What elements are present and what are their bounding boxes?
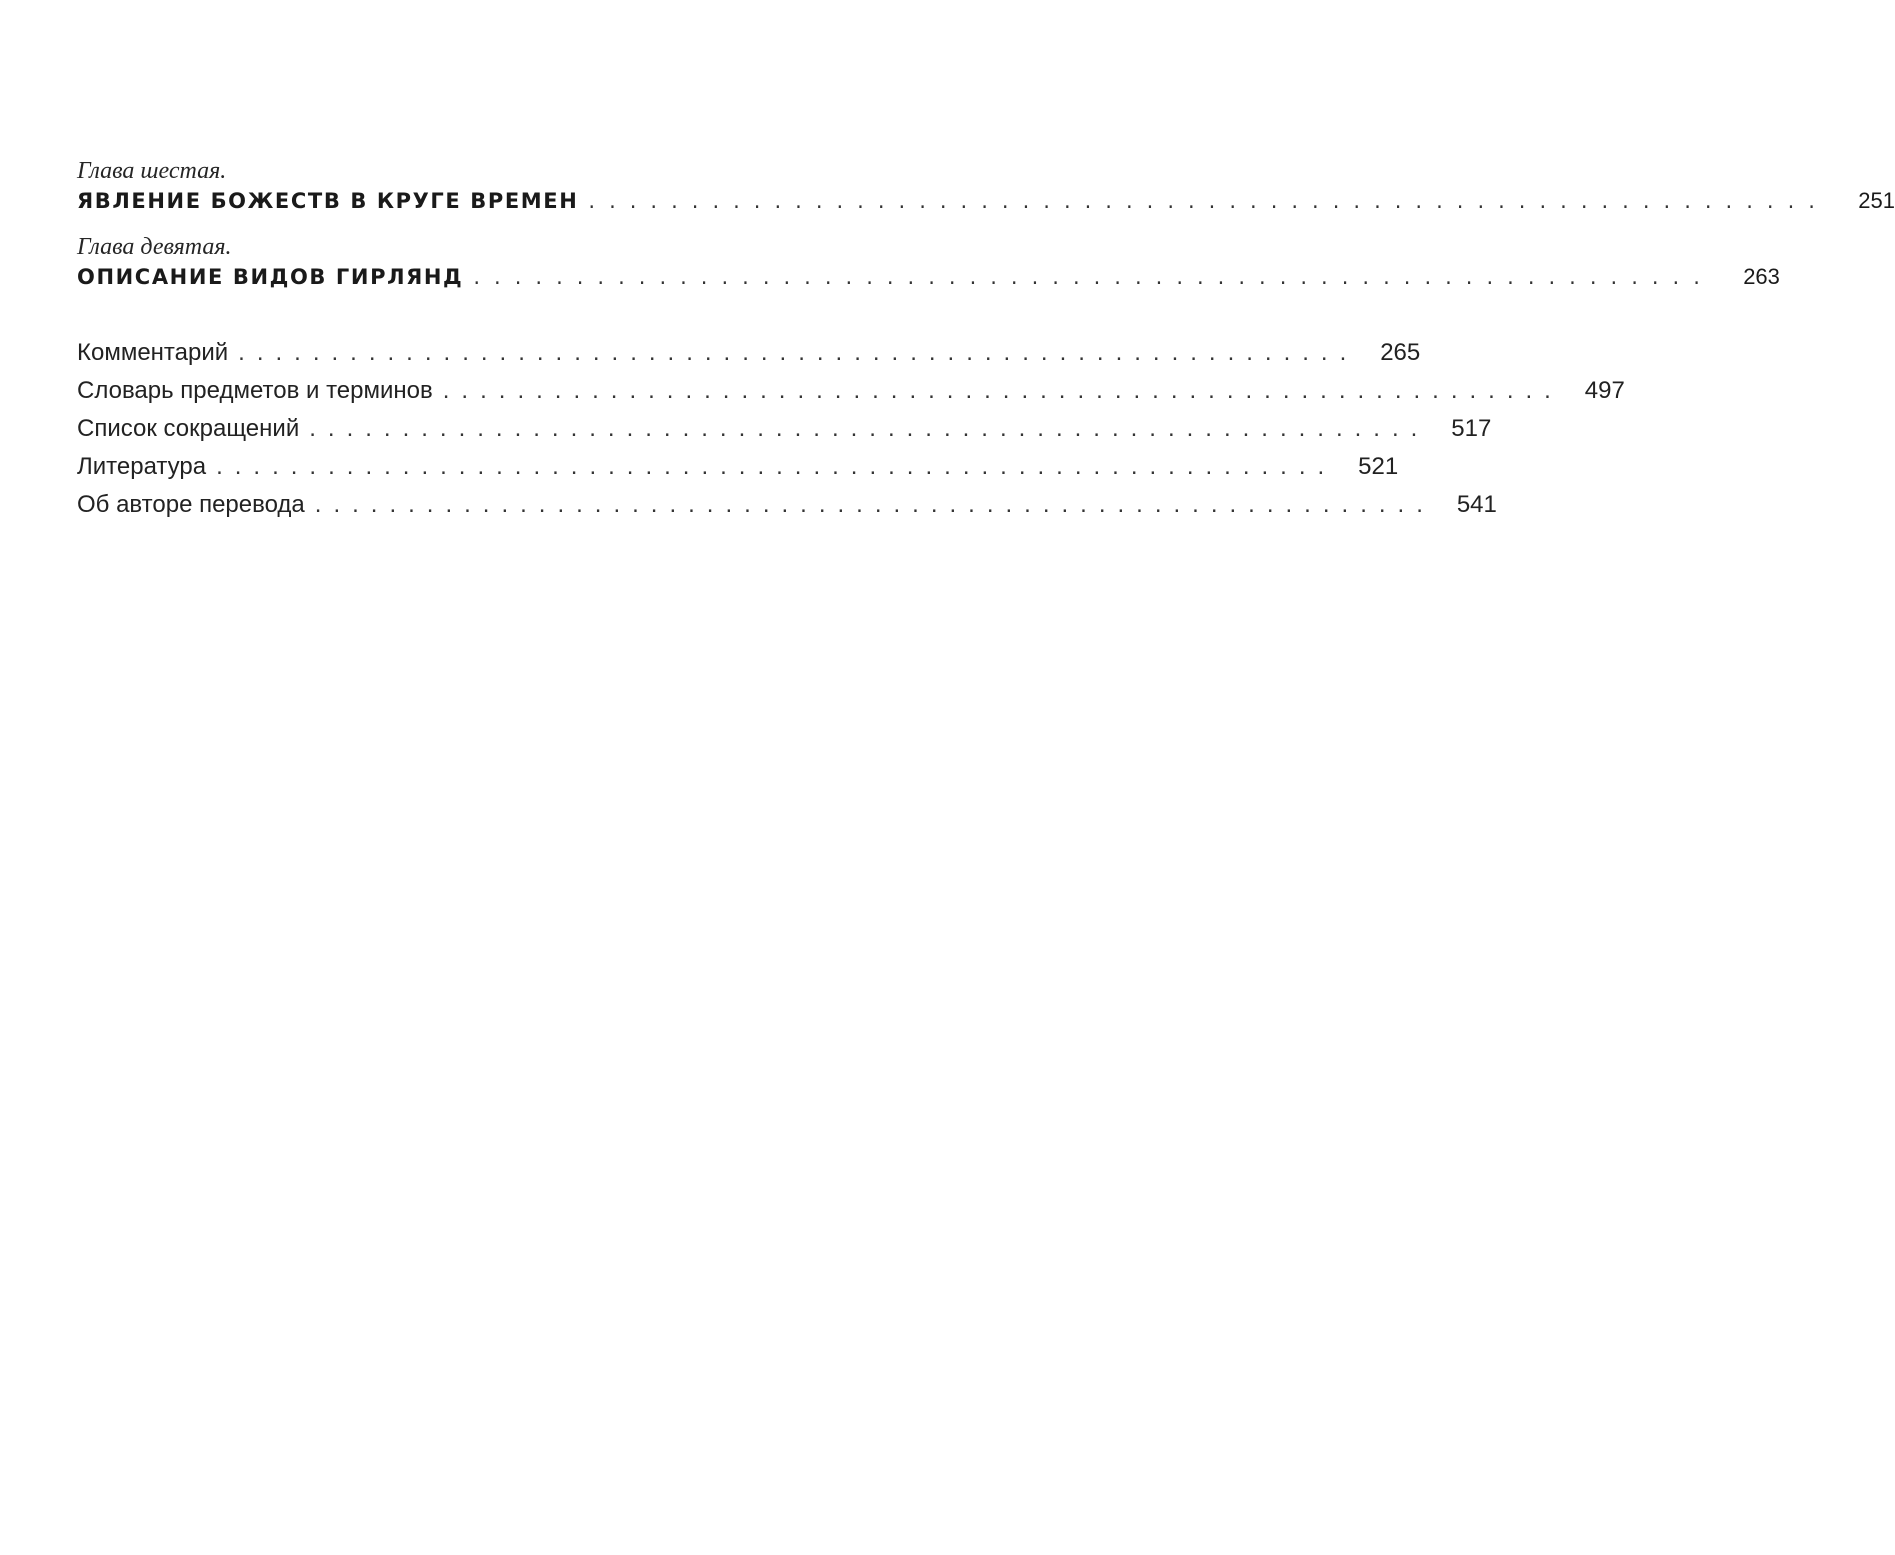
chapter-title: ЯВЛЕНИЕ БОЖЕСТВ В КРУГЕ ВРЕМЕН [77, 189, 579, 213]
chapter-label: Глава девятая. [77, 234, 232, 260]
page-number: 521 [1358, 453, 1399, 480]
dot-leader: ............................................................ [216, 453, 1337, 480]
toc-entry [77, 410, 1492, 448]
dot-leader: ............................................................ [309, 415, 1430, 442]
chapter-title: ОПИСАНИЕ ВИДОВ ГИРЛЯНД [77, 265, 464, 289]
toc-heading-row [77, 186, 1895, 216]
entry-title: Список сокращений [77, 415, 300, 442]
dot-leader: ............................................................ [314, 491, 1435, 518]
chapter-label: Глава шестая. [77, 158, 227, 184]
dot-leader: ............................................................ [473, 265, 1714, 289]
toc-chapter-6 [77, 156, 1895, 216]
page-number: 251 [1858, 188, 1895, 213]
toc-entry [77, 372, 1625, 410]
toc-entry [77, 334, 1421, 372]
toc-entry [77, 448, 1399, 486]
entry-title: Комментарий [77, 339, 229, 366]
page-number: 541 [1456, 491, 1497, 518]
page-number: 497 [1584, 377, 1625, 404]
dot-leader: ............................................................ [442, 377, 1563, 404]
dot-leader: ............................................................ [588, 189, 1829, 213]
dot-leader: ............................................................ [238, 339, 1359, 366]
page-number: 517 [1451, 415, 1492, 442]
toc-back-matter [77, 334, 1625, 524]
entry-title: Литература [77, 453, 207, 480]
toc-heading-row [77, 262, 1780, 292]
toc-entry [77, 486, 1497, 524]
toc-chapter-9 [77, 232, 1780, 292]
entry-title: Словарь предметов и терминов [77, 377, 433, 404]
page-number: 265 [1380, 339, 1421, 366]
entry-title: Об авторе перевода [77, 491, 305, 518]
page-number: 263 [1743, 264, 1780, 289]
